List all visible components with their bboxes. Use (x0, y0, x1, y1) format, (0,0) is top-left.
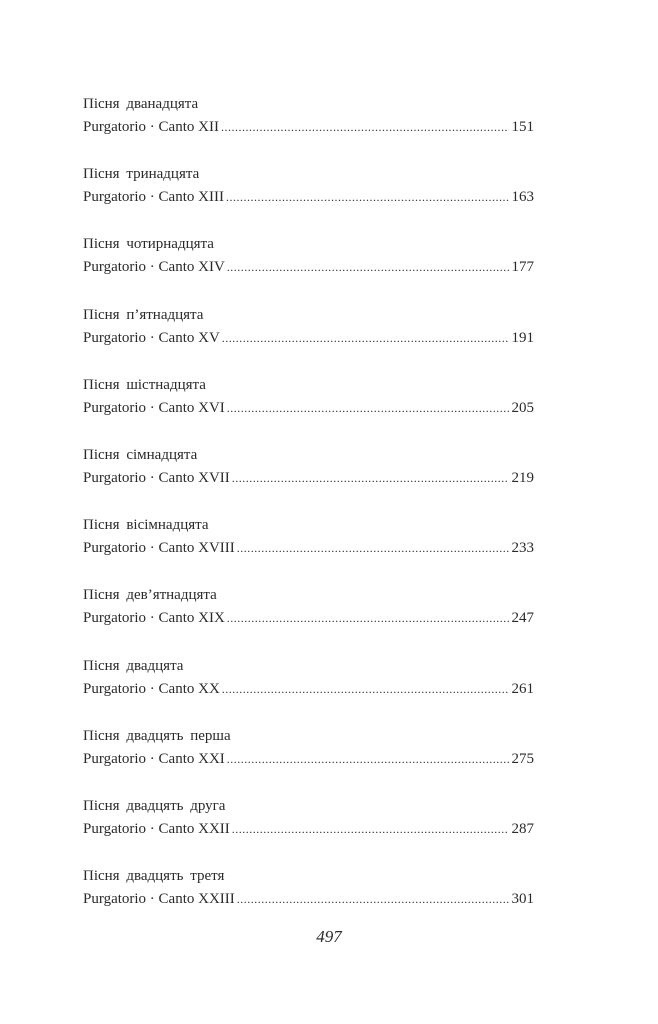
dot-leader (237, 537, 509, 560)
entry-page-number: 177 (511, 259, 534, 276)
entry-page-number: 191 (511, 329, 534, 346)
entry-page-number: 205 (511, 399, 534, 416)
entry-canto: Purgatorio · Canto XX (83, 680, 220, 697)
entry-page-number: 233 (511, 540, 534, 557)
dot-leader (227, 748, 509, 771)
toc-entry (83, 725, 534, 795)
entry-page-number: 287 (511, 820, 534, 837)
toc-entry (83, 304, 534, 374)
entry-title: Пісня двадцять друга (83, 797, 226, 814)
toc-entry (83, 93, 534, 163)
dot-leader (227, 397, 509, 420)
entry-line (83, 537, 534, 560)
dot-leader (227, 256, 509, 279)
entry-page-number: 247 (511, 610, 534, 627)
entry-title: Пісня шістнадцята (83, 376, 206, 393)
dot-leader (221, 116, 509, 139)
entry-line (83, 748, 534, 771)
entry-title: Пісня дванадцята (83, 96, 199, 112)
entry-canto: Purgatorio · Canto XVI (83, 399, 225, 416)
entry-title: Пісня тринадцята (83, 166, 200, 183)
entry-title: Пісня сімнадцята (83, 446, 198, 463)
entry-canto: Purgatorio · Canto XV (83, 329, 220, 346)
entry-line (83, 116, 534, 139)
entry-page-number: 275 (511, 750, 534, 767)
toc-entry (83, 795, 534, 865)
entry-title: Пісня вісімнадцята (83, 517, 209, 534)
entry-title: Пісня дев’ятнадцята (83, 587, 217, 604)
entry-page-number: 219 (511, 469, 534, 486)
table-of-contents (83, 93, 534, 935)
entry-canto: Purgatorio · Canto XII (83, 119, 219, 135)
entry-page-number: 261 (511, 680, 534, 697)
toc-entry (83, 163, 534, 233)
entry-line (83, 467, 534, 490)
entry-canto: Purgatorio · Canto XXI (83, 750, 225, 767)
entry-title: Пісня двадцять третя (83, 868, 225, 885)
entry-page-number: 151 (511, 119, 534, 135)
dot-leader (227, 607, 509, 630)
dot-leader (222, 327, 509, 350)
dot-leader (232, 467, 509, 490)
entry-line (83, 186, 534, 209)
toc-entry (83, 655, 534, 725)
toc-entry (83, 233, 534, 303)
entry-line (83, 888, 534, 911)
entry-canto: Purgatorio · Canto XIII (83, 189, 224, 206)
toc-entry (83, 584, 534, 654)
entry-title: Пісня двадцять перша (83, 727, 231, 744)
entry-title: Пісня двадцята (83, 657, 184, 674)
entry-canto: Purgatorio · Canto XVII (83, 469, 230, 486)
dot-leader (232, 818, 509, 841)
entry-canto: Purgatorio · Canto XXIII (83, 891, 235, 908)
entry-page-number: 301 (511, 891, 534, 908)
entry-line (83, 818, 534, 841)
dot-leader (226, 186, 509, 209)
page-number: 497 (316, 927, 342, 946)
dot-leader (222, 678, 509, 701)
entry-page-number: 163 (511, 189, 534, 206)
entry-line (83, 397, 534, 420)
entry-title: Пісня п’ятнадцята (83, 306, 204, 323)
entry-title: Пісня чотирнадцята (83, 236, 214, 253)
entry-line (83, 256, 534, 279)
toc-entry (83, 514, 534, 584)
dot-leader (237, 888, 509, 911)
entry-line (83, 327, 534, 350)
entry-canto: Purgatorio · Canto XXII (83, 820, 230, 837)
entry-canto: Purgatorio · Canto XIX (83, 610, 225, 627)
entry-line (83, 678, 534, 701)
entry-line (83, 607, 534, 630)
toc-entry (83, 374, 534, 444)
entry-canto: Purgatorio · Canto XIV (83, 259, 225, 276)
entry-canto: Purgatorio · Canto XVIII (83, 540, 235, 557)
toc-entry (83, 444, 534, 514)
